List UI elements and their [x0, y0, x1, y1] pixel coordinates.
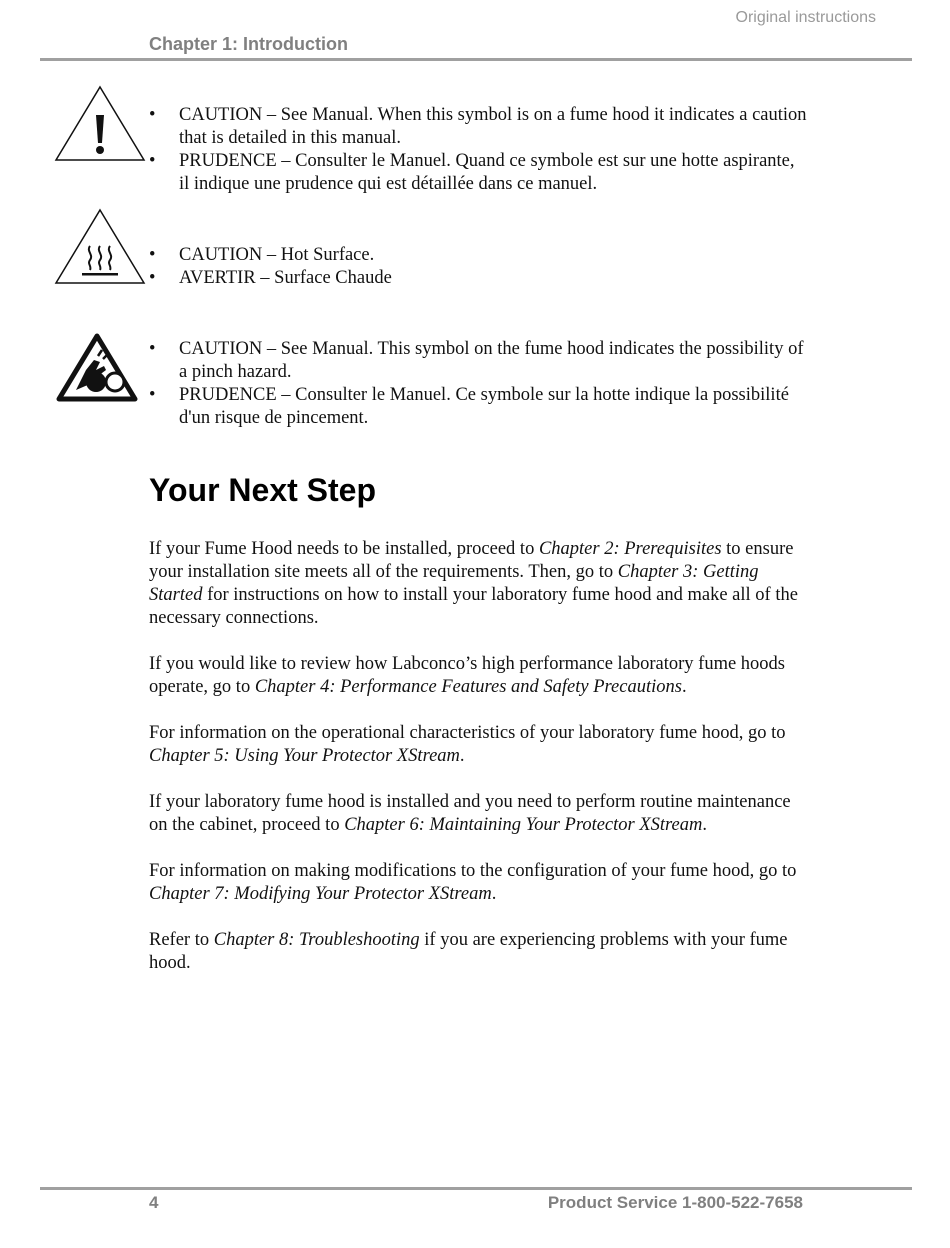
chapter-8-reference: Chapter 8: Troubleshooting: [213, 930, 420, 950]
header-rule: [40, 58, 912, 61]
page-number: 4: [149, 1193, 159, 1212]
chapter-4-reference: Chapter 4: Performance Features and Safety Precautions: [254, 677, 682, 697]
chapter-7-reference: Chapter 7: Modifying Your Protector XStream: [149, 884, 492, 904]
list-item: • CAUTION – See Manual. When this symbol is on a fume hood it indicates a caution that is detailed in this manual.: [149, 104, 809, 150]
list-item: • CAUTION – Hot Surface.: [149, 244, 809, 267]
chapter-6-reference: Chapter 6: Maintaining Your Protector XStream: [344, 815, 703, 835]
caution-manual-list: [149, 104, 809, 196]
paragraph-modifications: For information on making modifications to the configuration of your fume hood, go to Chapter 7: Modifying Your Protector XStream.: [149, 861, 797, 904]
paragraph-install: If your Fume Hood needs to be installed, proceed to Chapter 2: Prerequisites to ensure your installation site meets all of the requirements. Then, go to Chapter 3: Getting Started for instructions on how to install your laboratory fume hood and make all of the necessary connections.: [149, 539, 798, 628]
paragraph-performance: If you would like to review how Labconco’s high performance laboratory fume hoods operate, go to Chapter 4: Performance Features and Safety Precautions.: [149, 654, 786, 697]
hot-surface-list: [149, 244, 809, 290]
list-item: • AVERTIR – Surface Chaude: [149, 267, 809, 290]
section-heading: Your Next Step: [149, 472, 376, 508]
list-item: • CAUTION – See Manual. This symbol on the fume hood indicates the possibility of a pinch hazard.: [149, 338, 809, 384]
original-instructions-label: Original instructions: [735, 9, 876, 26]
list-item: • PRUDENCE – Consulter le Manuel. Quand ce symbole est sur une hotte aspirante, il indique une prudence qui est détaillée dans ce manuel.: [149, 150, 809, 196]
product-service-line: Product Service 1-800-522-7658: [547, 1193, 803, 1212]
paragraph-troubleshooting: Refer to Chapter 8: Troubleshooting if you are experiencing problems with your fume hood.: [149, 930, 788, 973]
next-step-body: [149, 538, 809, 998]
chapter-title: Chapter 1: Introduction: [149, 34, 348, 54]
caution-triangle-icon: [54, 85, 146, 163]
chapter-2-reference: Chapter 2: Prerequisites: [538, 539, 722, 559]
chapter-3-reference: Chapter 3: Getting Started: [149, 562, 759, 605]
hot-surface-icon: [54, 208, 146, 286]
pinch-hazard-list: [149, 338, 809, 430]
paragraph-operation: For information on the operational characteristics of your laboratory fume hood, go to Chapter 5: Using Your Protector XStream.: [149, 723, 786, 766]
paragraph-maintenance: If your laboratory fume hood is installed and you need to perform routine maintenance on the cabinet, proceed to Chapter 6: Maintaining Your Protector XStream.: [149, 792, 791, 835]
chapter-5-reference: Chapter 5: Using Your Protector XStream: [149, 746, 460, 766]
footer-rule: [40, 1187, 912, 1190]
pinch-hazard-icon: [56, 332, 138, 402]
list-item: • PRUDENCE – Consulter le Manuel. Ce symbole sur la hotte indique la possibilité d'un risque de pincement.: [149, 384, 809, 430]
